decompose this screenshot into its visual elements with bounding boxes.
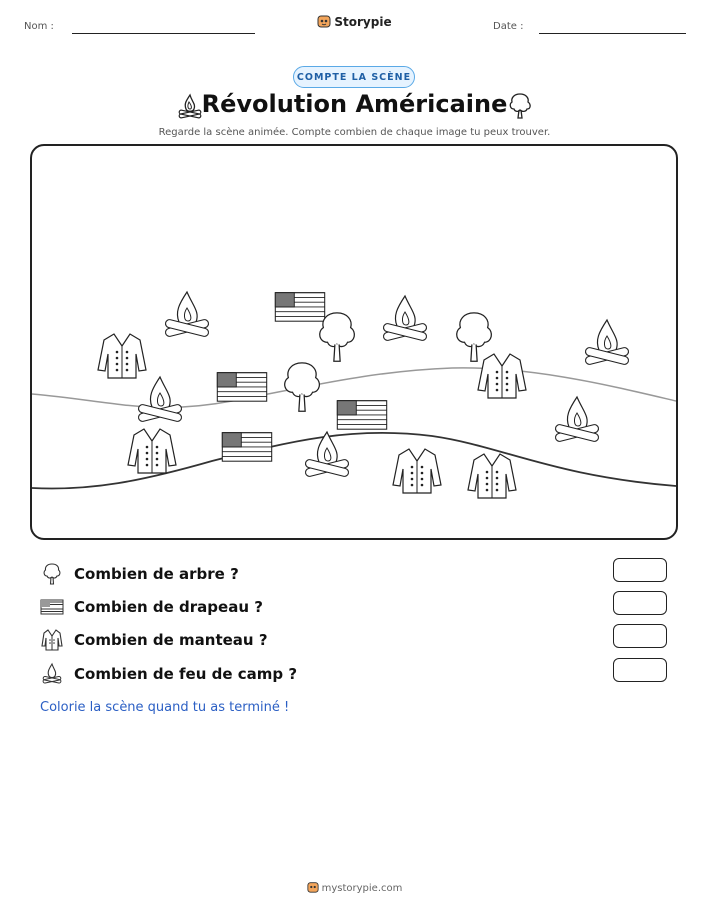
scene-coat[interactable]	[478, 354, 526, 398]
answer-coat-box[interactable]	[613, 624, 667, 648]
scene-coat[interactable]	[393, 449, 441, 493]
page-title: Révolution Américaine	[201, 90, 508, 118]
answer-tree-box[interactable]	[613, 558, 667, 582]
footer	[0, 881, 709, 894]
scene-coat[interactable]	[468, 454, 516, 498]
answer-flag-box[interactable]	[613, 591, 667, 615]
question-row-tree	[40, 562, 680, 586]
answer-campfire-box[interactable]	[613, 658, 667, 682]
tree-icon	[40, 562, 64, 586]
scene-tree[interactable]	[457, 313, 492, 361]
question-tree-label: Combien de arbre ?	[74, 565, 239, 583]
activity-badge: COMPTE LA SCÈNE	[293, 66, 415, 88]
brand	[0, 14, 709, 29]
question-coat-label: Combien de manteau ?	[74, 631, 268, 649]
scene-flag[interactable]	[222, 433, 271, 462]
question-row-coat	[40, 628, 680, 652]
footer-url: mystorypie.com	[321, 883, 403, 894]
question-row-campfire	[40, 662, 680, 686]
storypie-logo-icon	[317, 14, 331, 28]
question-campfire-label: Combien de feu de camp ?	[74, 665, 298, 683]
scene-tree[interactable]	[285, 363, 320, 411]
scene-campfire[interactable]	[555, 397, 600, 442]
name-label: Nom :	[24, 21, 54, 32]
scene-tree[interactable]	[320, 313, 355, 361]
date-label: Date :	[493, 21, 524, 32]
scene-campfire[interactable]	[138, 377, 183, 422]
scene-campfire[interactable]	[585, 320, 630, 365]
scene-flag[interactable]	[275, 293, 324, 322]
scene-coat[interactable]	[128, 429, 176, 473]
campfire-icon	[40, 662, 64, 686]
question-flag-label: Combien de drapeau ?	[74, 598, 263, 616]
scene-illustration	[32, 146, 676, 538]
scene-campfire[interactable]	[383, 296, 428, 341]
question-row-flag	[40, 595, 680, 619]
date-line[interactable]	[539, 33, 686, 34]
scene-flag[interactable]	[217, 373, 266, 402]
flag-icon	[40, 595, 64, 619]
counting-scene[interactable]	[30, 144, 678, 540]
scene-coat[interactable]	[98, 334, 146, 378]
tree-icon	[506, 92, 534, 120]
scene-flag[interactable]	[337, 401, 386, 430]
name-line[interactable]	[72, 33, 255, 34]
coat-icon	[40, 628, 64, 652]
storypie-logo-icon	[307, 881, 319, 893]
brand-name: Storypie	[334, 15, 392, 29]
coloring-note: Colorie la scène quand tu as terminé !	[40, 700, 290, 715]
instructions: Regarde la scène animée. Compte combien de chaque image tu peux trouver.	[158, 127, 551, 138]
scene-campfire[interactable]	[165, 292, 210, 337]
